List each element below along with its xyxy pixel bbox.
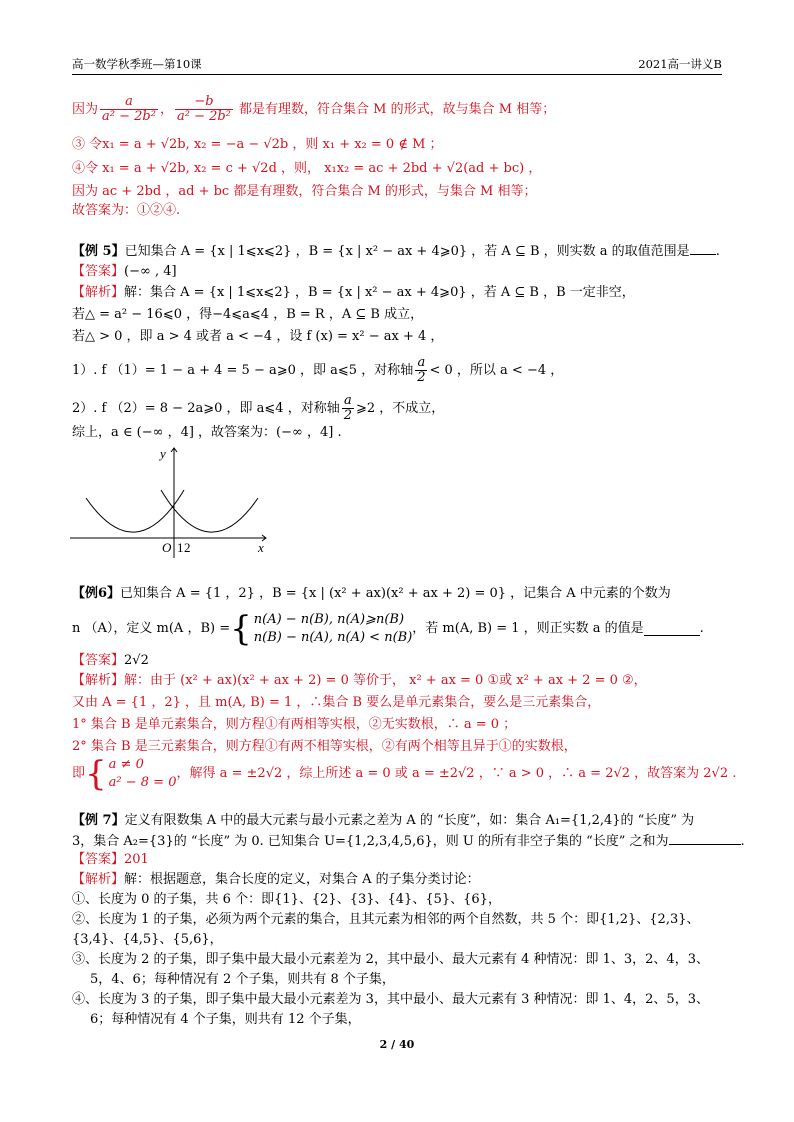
ex7-q1-text: 定义有限数集 A 中的最大元素与最小元素之差为 A 的 “长度”，如：集合 A₁={1,2,4}的 “长度” 为	[124, 813, 695, 828]
ex5-tag: 【例 5】	[72, 244, 125, 259]
header-left: 高一数学秋季班—第10课	[72, 57, 202, 71]
ex7-sol-0-text: 解：根据题意，集合长度的定义，对集合 A 的子集分类讨论：	[124, 872, 480, 887]
frac-num: a	[415, 356, 427, 371]
ex7-sol-6: ④、长度为 3 的子集，即子集中最大最小元素差为 3，其中最小、最大元素有 3 种情况：即 1、4，2、5，3、	[72, 992, 709, 1007]
ex6-answer-value: 2√2	[124, 653, 149, 668]
top-line-5: 故答案为：①②④.	[72, 203, 181, 218]
ex7-tag: 【例 7】	[72, 813, 125, 828]
parabola-left	[86, 490, 184, 532]
analysis-tag: 【解析】	[72, 285, 125, 300]
frac-num: a	[100, 95, 158, 110]
ex6-sol-5	[72, 756, 736, 796]
fraction-a-over-2	[342, 394, 354, 423]
answer-tag: 【答案】	[72, 852, 125, 867]
period: .	[715, 244, 720, 259]
ex6-sol-1-text: 解：由于 (x² + ax)(x² + ax + 2) = 0 等价于， x² + ax = 0 ①或 x² + ax + 2 = 0 ②，	[124, 673, 647, 688]
tick-1: 1	[177, 540, 184, 555]
ex7-sol-0	[72, 871, 480, 889]
ex6-sol-2: 又由 A = {1 ，2} ，且 m(A, B) = 1 ，∴集合 B 要么是单元素集合，要么是三元素集合，	[72, 695, 601, 710]
top-l1-pre: 因为	[72, 102, 99, 117]
ex5-sol-1	[72, 284, 635, 302]
period: .	[699, 621, 704, 636]
ex6-q1-text: 已知集合 A = {1 ，2} ，B = {x | (x² + ax)(x² + ax + 2) = 0} ，记集合 A 中元素的个数为	[120, 586, 671, 601]
ex6-sol-1	[72, 672, 647, 690]
frac-den: a² − 2b²	[176, 109, 231, 124]
ex7-question-2	[72, 832, 745, 851]
ex7-sol-7: 6；每种情况有 4 个子集，则共有 12 个子集，	[90, 1012, 361, 1027]
ex6-q2b: ，若 m(A, B) = 1 ，则正实数 a 的值是	[412, 621, 644, 636]
analysis-tag: 【解析】	[72, 872, 125, 887]
fraction-a	[100, 95, 158, 124]
top-line-3: ④令 x₁ = a + √2b, x₂ = c + √2d ，则， x₁x₂ = ac + 2bd + √2(ad + bc) ，	[72, 161, 542, 176]
ex6-sol-4: 2° 集合 B 是三元素集合，则方程①有两不相等实根，②有两个相等且异于①的实数根，	[72, 739, 577, 754]
y-axis-label: y	[160, 446, 166, 461]
ex5-s5b: ⩾2 ，不成立，	[355, 401, 445, 416]
fraction-b	[175, 95, 233, 124]
ex6-answer	[72, 652, 149, 670]
answer-tag: 【答案】	[72, 653, 125, 668]
ex5-sol-5	[72, 394, 444, 423]
top-line-4: 因为 ac + 2bd ，ad + bc 都是有理数，符合集合 M 的形式，与集合 M 相等；	[72, 184, 537, 199]
top-line-2: ③ 令x₁ = a + √2b, x₂ = −a − √2b ，则 x₁ + x₂ = 0 ∉ M ；	[72, 137, 443, 152]
case-2: n(B) − n(A), n(A) < n(B)	[253, 630, 413, 645]
ex6-tag: 【例6】	[72, 586, 121, 601]
fraction-a-over-2	[415, 356, 427, 385]
frac-num: −b	[175, 95, 233, 110]
ex5-sol-2: 若△ = a² − 16⩽0 ，得−4⩽a⩽4 ，B = R ，A ⊆ B 成立，	[72, 307, 424, 322]
page-header	[72, 56, 722, 75]
origin-label: O	[162, 540, 172, 555]
ex7-sol-1: ①、长度为 0 的子集，共 6 个：即{1}、{2}、{3}、{4}、{5}、{6}，	[72, 892, 501, 907]
ex7-question-1	[72, 812, 694, 830]
ex7-q2-text: 3，集合 A₂={3}的 “长度” 为 0. 已知集合 U={1,2,3,4,5,6}，则 U 的所有非空子集的 “长度” 之和为	[72, 834, 669, 849]
ex7-sol-5: 5，4、6；每种情况有 2 个子集，则共有 8 个子集，	[90, 972, 395, 987]
answer-blank	[690, 242, 716, 255]
equation-1: a ≠ 0	[108, 757, 144, 772]
brace-symbol: {	[85, 754, 107, 794]
ex5-s4a: 1）. f （1）= 1 − a + 4 = 5 − a⩾0 ，即 a⩽5 ，对称轴	[72, 363, 414, 378]
frac-den: 2	[343, 408, 352, 423]
ex5-sol-6: 综上，a ∈ (−∞ ，4] ，故答案为：(−∞ ，4] .	[72, 425, 342, 440]
ex5-sol-1-text: 解：集合 A = {x | 1⩽x⩽2} ，B = {x | x² − ax + 4⩾0} ，若 A ⊆ B ，B 一定非空，	[124, 285, 635, 300]
top-line-1	[72, 95, 555, 124]
frac-den: a² − 2b²	[102, 109, 156, 124]
ex7-sol-3: {3,4}、{4,5}、{5,6}，	[72, 932, 223, 947]
ex6-s5a: 即	[72, 766, 86, 781]
equation-system	[109, 756, 177, 792]
x-axis-label: x	[258, 540, 264, 555]
tick-2: 2	[184, 540, 191, 555]
comma: ，	[159, 102, 173, 117]
case-1: n(A) − n(B), n(A)⩾n(B)	[253, 612, 405, 627]
ex5-sol-4	[72, 356, 563, 385]
ex5-sol-3: 若△ > 0 ，即 a > 4 或者 a < −4 ，设 f (x) = x² − ax + 4 ，	[72, 329, 444, 344]
piecewise-cases	[254, 611, 413, 647]
parabola-graph	[66, 440, 286, 560]
ex6-q2a: n （A），定义 m(A ，B) =	[72, 621, 231, 636]
ex7-sol-2: ②、长度为 1 的子集，必须为两个元素的集合，且其元素为相邻的两个自然数，共 5 个：即{1,2}、{2,3}、	[72, 912, 700, 927]
ex5-question-text: 已知集合 A = {x | 1⩽x⩽2} ，B = {x | x² − ax + 4⩾0} ，若 A ⊆ B ，则实数 a 的取值范围是	[124, 244, 690, 259]
ex5-s5a: 2）. f （2）= 8 − 2a⩾0 ，即 a⩽4 ，对称轴	[72, 401, 340, 416]
period: .	[740, 834, 745, 849]
answer-blank	[669, 832, 741, 845]
ex5-answer-value: (−∞ , 4]	[124, 264, 177, 279]
frac-num: a	[342, 394, 354, 409]
ex6-question-2	[72, 611, 704, 651]
ex6-sol-3: 1° 集合 B 是单元素集合，则方程①有两相等实根，②无实数根，∴ a = 0 ；	[72, 717, 517, 732]
frac-den: 2	[417, 370, 426, 385]
ex5-s4b: < 0 ，所以 a < −4 ，	[429, 363, 564, 378]
answer-blank	[644, 623, 700, 636]
parabola-right	[161, 490, 258, 532]
ex6-s5b: ，解得 a = ±2√2 ，综上所述 a = 0 或 a = ±2√2 ，∵ a > 0 ，∴ a = 2√2 ，故答案为 2√2 .	[176, 766, 737, 781]
ex7-sol-4: ③、长度为 2 的子集，即子集中最大最小元素差为 2，其中最小、最大元素有 4 种情况：即 1、3，2、4，3、	[72, 952, 709, 967]
top-l1-post: 都是有理数，符合集合 M 的形式，故与集合 M 相等；	[234, 102, 556, 117]
brace-symbol: {	[230, 609, 252, 649]
ex5-answer	[72, 263, 177, 281]
answer-tag: 【答案】	[72, 264, 125, 279]
analysis-tag: 【解析】	[72, 673, 125, 688]
ex7-answer	[72, 851, 149, 869]
ex5-question	[72, 242, 720, 261]
page-number: 2 / 40	[379, 1038, 415, 1051]
ex7-answer-value: 201	[124, 852, 149, 867]
equation-2: a² − 8 = 0	[108, 775, 177, 790]
ex6-question-1	[72, 585, 671, 603]
header-right: 2021高一讲义B	[638, 57, 722, 71]
